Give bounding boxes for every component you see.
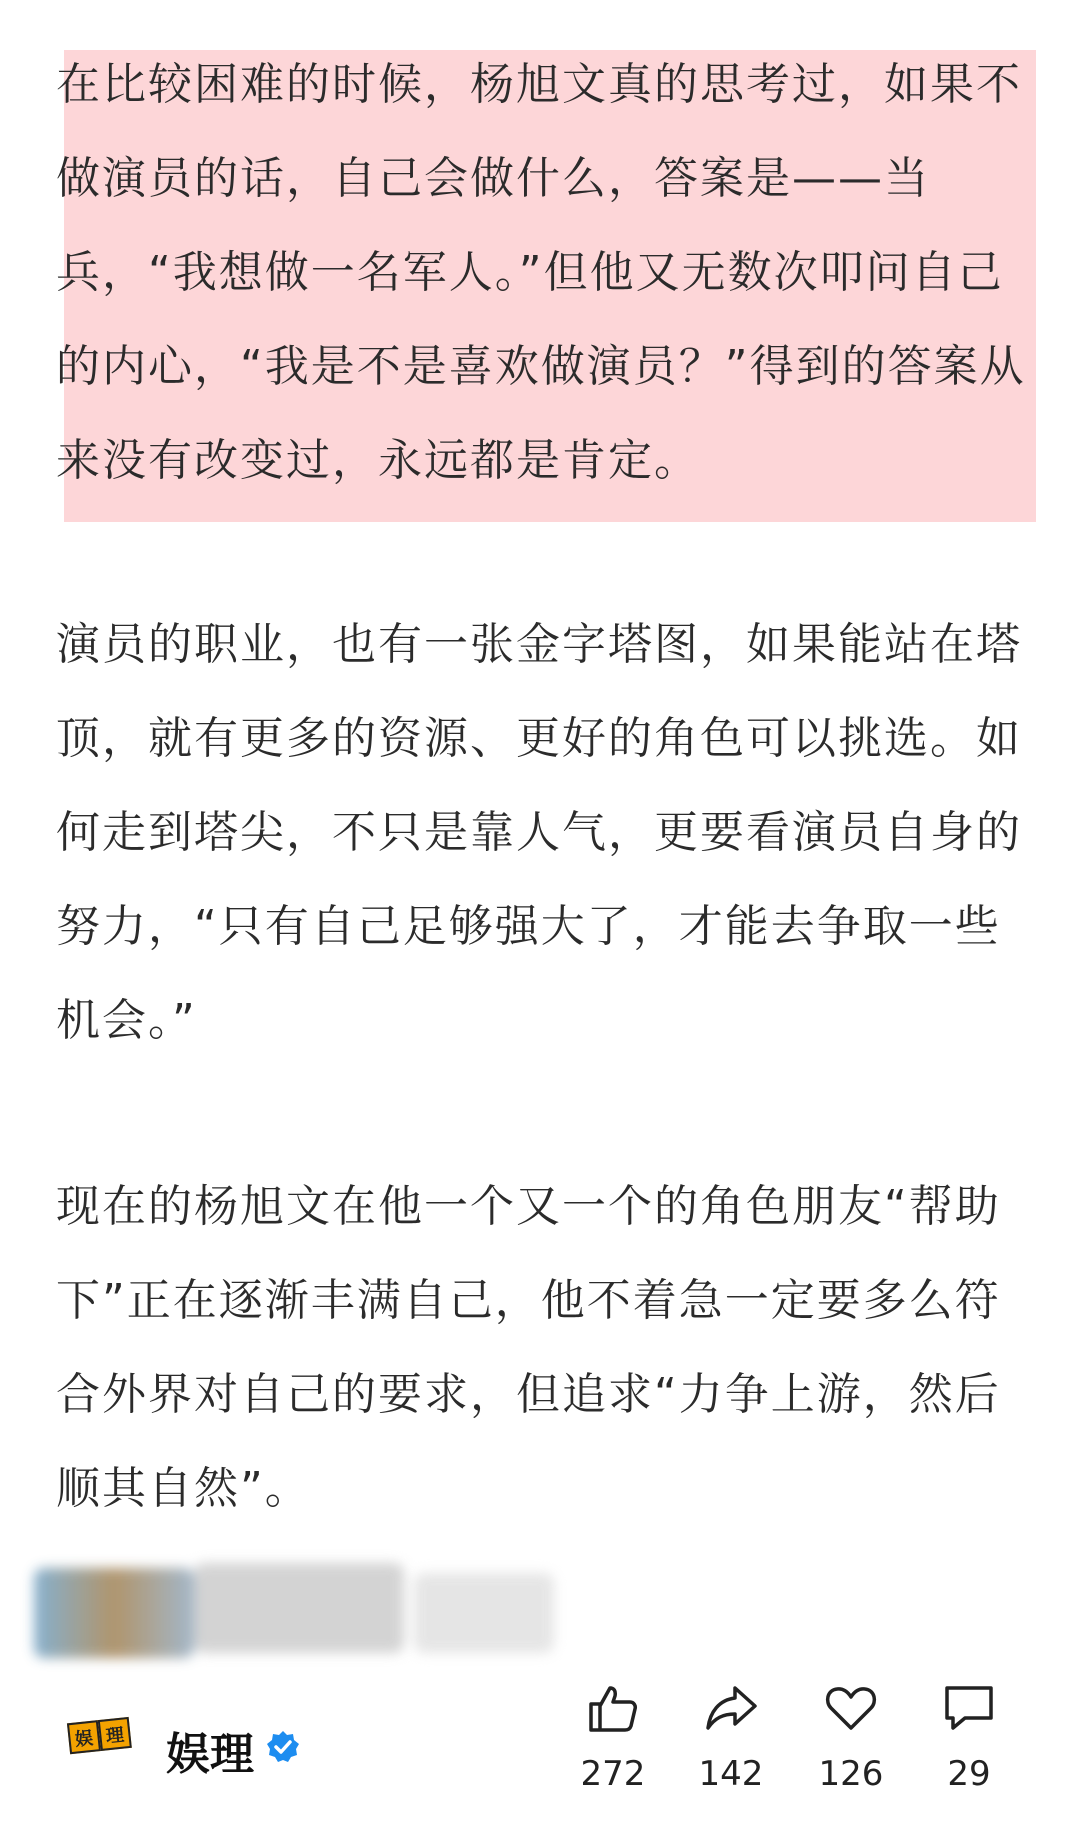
- article-paragraph-1: 在比较困难的时候，杨旭文真的思考过，如果不做演员的话，自己会做什么，答案是——当兵，“我想做一名军人。”但他又无数次叩问自己的内心，“我是不是喜欢做演员？”得到的答案从来没有改变过，永远都是肯定。: [56, 59, 1026, 486]
- logo-char-2: 理: [98, 1717, 132, 1751]
- comment-button[interactable]: [914, 1680, 1024, 1794]
- favorite-count: 126: [818, 1754, 884, 1794]
- logo-char-1: 娱: [67, 1720, 101, 1754]
- share-count: 142: [698, 1754, 764, 1794]
- post-footer: [0, 1680, 1080, 1830]
- verified-badge-icon: [266, 1730, 300, 1764]
- blurred-image-strip: [24, 1548, 584, 1673]
- favorite-button[interactable]: [796, 1680, 906, 1794]
- comment-bubble-icon: [941, 1680, 997, 1736]
- comment-count: 29: [947, 1754, 991, 1794]
- heart-icon: [823, 1680, 879, 1736]
- like-button[interactable]: [558, 1680, 668, 1794]
- account-logo[interactable]: [67, 1717, 135, 1785]
- share-button[interactable]: [676, 1680, 786, 1794]
- account-name[interactable]: 娱理: [166, 1729, 254, 1780]
- like-count: 272: [580, 1754, 646, 1794]
- thumbs-up-icon: [585, 1680, 641, 1736]
- article-paragraph-2: 演员的职业，也有一张金字塔图，如果能站在塔顶，就有更多的资源、更好的角色可以挑选。如何走到塔尖，不只是靠人气，更要看演员自身的努力，“只有自己足够强大了，才能去争取一些机会。”: [56, 619, 1022, 1046]
- share-arrow-icon: [703, 1680, 759, 1736]
- article-paragraph-3: 现在的杨旭文在他一个又一个的角色朋友“帮助下”正在逐渐丰满自己，他不着急一定要多么符合外界对自己的要求，但追求“力争上游，然后顺其自然”。: [56, 1181, 1001, 1514]
